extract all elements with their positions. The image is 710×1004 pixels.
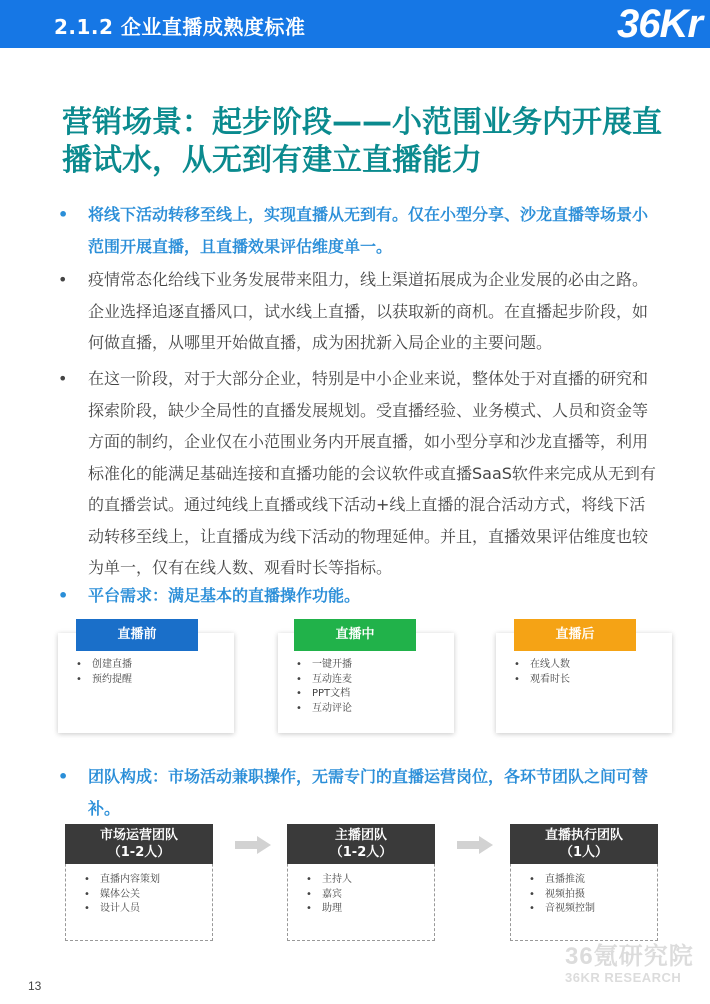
team-duty-list [306, 873, 352, 917]
team-header [65, 824, 213, 864]
list-item: • 主持人 [306, 873, 352, 888]
team-duty-list [84, 873, 160, 917]
stage-header: 直播中 [294, 619, 416, 651]
bullet-dot: • [58, 586, 69, 605]
stage-header: 直播前 [76, 619, 198, 651]
list-item: • 一键开播 [296, 658, 352, 673]
arrow-right-icon [457, 836, 493, 854]
team-duty-list [529, 873, 595, 917]
team-size: （1-2人） [329, 845, 393, 860]
page-number: 13 [28, 979, 42, 993]
list-item: • 创建直播 [76, 658, 132, 673]
stage-item-list [76, 658, 132, 687]
watermark-en: 36KR RESEARCH [565, 970, 682, 985]
list-item: • 预约提醒 [76, 673, 132, 688]
bullet-text: 在这一阶段，对于大部分企业，特别是中小企业来说，整体处于对直播的研究和探索阶段，缺少全局性的直播发展规划。受直播经验、业务模式、人员和资金等方面的制约，企业仅在小范围业务内开展直播，如小型分享和沙龙直播等，利用标准化的能满足基础连接和直播功能的会议软件或直播SaaS软件来完成从无到有的直播尝试。通过纯线上直播或线下活动+线上直播的混合活动方式，将线下活动转移至线上，让直播成为线下活动的物理延伸。并且，直播效果评估维度也较为单一，仅有在线人数、观看时长等指标。 [88, 369, 656, 577]
list-item: • 嘉宾 [306, 888, 352, 903]
bullet-text: 疫情常态化给线下业务发展带来阻力，线上渠道拓展成为企业发展的必由之路。企业选择追逐直播风口，试水线上直播，以获取新的商机。在直播起步阶段，如何做直播，从哪里开始做直播，成为困扰新入局企业的主要问题。 [88, 270, 649, 352]
section-title: 2.1.2 企业直播成熟度标准 [54, 15, 306, 39]
team-size: （1-2人） [107, 845, 171, 860]
page-title: 营销场景：起步阶段——小范围业务内开展直播试水，从无到有建立直播能力 [62, 105, 662, 178]
stage-card-before [58, 627, 234, 733]
page-header [0, 0, 710, 48]
team-card-marketing [65, 824, 213, 941]
bullet-dot: • [58, 369, 68, 388]
list-item: • 在线人数 [514, 658, 570, 673]
brand-logo: 36Kr [617, 2, 702, 46]
list-item: • 音视频控制 [529, 902, 595, 917]
list-item: • PPT文档 [296, 687, 352, 702]
stage-card-during [278, 627, 454, 733]
team-name: 市场运营团队 [99, 828, 178, 843]
stage-item-list [296, 658, 352, 716]
watermark-cn: 36氪研究院 [565, 943, 694, 970]
list-item: • 直播推流 [529, 873, 595, 888]
list-item: • 互动评论 [296, 702, 352, 717]
bullet-dot: • [58, 205, 69, 224]
list-item: • 互动连麦 [296, 673, 352, 688]
stage-card-after [496, 627, 672, 733]
bullet-text: 将线下活动转移至线上，实现直播从无到有。仅在小型分享、沙龙直播等场景小范围开展直播，且直播效果评估维度单一。 [88, 205, 649, 256]
team-name: 主播团队 [334, 828, 387, 843]
bullet-text: 平台需求：满足基本的直播操作功能。 [88, 586, 361, 605]
list-item: • 媒体公关 [84, 888, 160, 903]
list-item: • 观看时长 [514, 673, 570, 688]
team-name: 直播执行团队 [544, 828, 623, 843]
list-item: • 直播内容策划 [84, 873, 160, 888]
team-header [287, 824, 435, 864]
stage-item-list [514, 658, 570, 687]
team-card-execution [510, 824, 658, 941]
list-item: • 视频拍摄 [529, 888, 595, 903]
list-item: • 设计人员 [84, 902, 160, 917]
arrow-right-icon [235, 836, 271, 854]
watermark [565, 944, 694, 986]
bullet-text: 团队构成：市场活动兼职操作，无需专门的直播运营岗位，各环节团队之间可替补。 [88, 767, 649, 818]
bullet-dot: • [58, 767, 69, 786]
team-size: （1人） [559, 845, 609, 860]
team-card-host [287, 824, 435, 941]
bullet-dot: • [58, 270, 68, 289]
team-header [510, 824, 658, 864]
list-item: • 助理 [306, 902, 352, 917]
stage-header: 直播后 [514, 619, 636, 651]
